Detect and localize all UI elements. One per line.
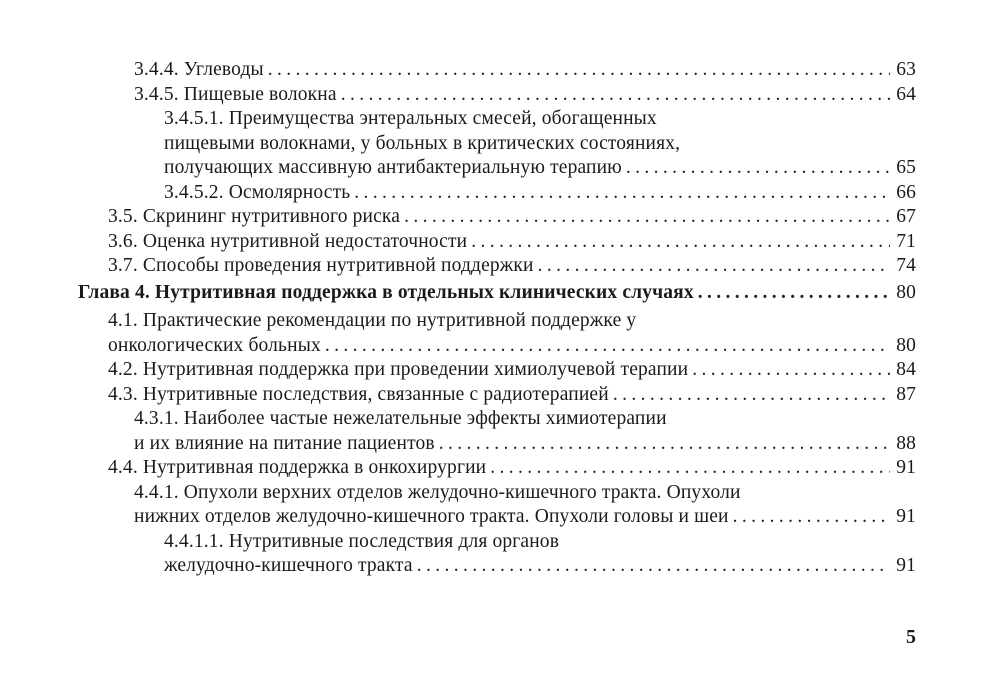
- toc-page-number: 91: [896, 457, 916, 478]
- leader-dots: [268, 58, 890, 83]
- toc-entry-4-2: [78, 358, 916, 383]
- toc-entry-3-7: [78, 254, 916, 279]
- leader-dots: [626, 156, 890, 181]
- toc-entry-4-3-1: [78, 407, 916, 456]
- toc-chapter-4: [78, 281, 916, 306]
- toc-page-number: 63: [896, 59, 916, 80]
- toc-entry-title-line: и их влияние на питание пациентов: [134, 432, 435, 454]
- toc-entry-title: 3.7. Способы проведения нутритивной поддержки: [108, 255, 534, 276]
- toc-entry-title-line: 4.1. Практические рекомендации по нутритивной поддержке у: [108, 310, 637, 331]
- leader-dots: [733, 505, 890, 530]
- toc-entry-title-line: 4.4.1.1. Нутритивные последствия для органов: [164, 530, 560, 552]
- toc-entry-3-4-5: [78, 83, 916, 108]
- toc-entry-3-4-4: [78, 58, 916, 83]
- toc-entry-title-line: 4.4.1. Опухоли верхних отделов желудочно-кишечного тракта. Опухоли: [134, 481, 741, 503]
- toc-entry-title-line: 4.3.1. Наиболее частые нежелательные эффекты химиотерапии: [134, 408, 667, 429]
- toc-entry-title: 4.3. Нутритивные последствия, связанные с радиотерапией: [108, 383, 609, 405]
- toc-chapter-title: Глава 4. Нутритивная поддержка в отдельных клинических случаях: [78, 281, 694, 303]
- leader-dots: [490, 456, 890, 481]
- leader-dots: [698, 281, 890, 306]
- toc-entry-title: 4.4. Нутритивная поддержка в онкохирургии: [108, 457, 487, 478]
- toc-page-number: 88: [896, 432, 916, 454]
- leader-dots: [404, 205, 890, 230]
- toc-page-number: 87: [896, 383, 916, 405]
- toc-entry-4-3: [78, 383, 916, 408]
- toc-entry-3-6: [78, 230, 916, 255]
- toc-entry-3-5: [78, 205, 916, 230]
- toc-page-number: 84: [896, 359, 916, 380]
- toc-entry-title: 3.5. Скрининг нутритивного риска: [108, 206, 401, 227]
- toc-entry-title: 3.6. Оценка нутритивной недостаточности: [108, 230, 468, 252]
- toc-entry-title-line: нижних отделов желудочно-кишечного тракта. Опухоли головы и шеи: [134, 506, 729, 527]
- leader-dots: [417, 554, 890, 579]
- toc-entry-title-line: 3.4.5.1. Преимущества энтеральных смесей, обогащенных: [164, 108, 657, 129]
- toc-entry-4-4-1: [78, 481, 916, 530]
- table-of-contents: [78, 58, 916, 579]
- toc-page-number: 74: [896, 255, 916, 276]
- toc-entry-4-1: [78, 309, 916, 358]
- toc-entry-title: 3.4.5.2. Осмолярность: [164, 181, 351, 203]
- leader-dots: [341, 83, 890, 108]
- toc-page-number: 71: [896, 230, 916, 252]
- leader-dots: [354, 181, 890, 206]
- leader-dots: [439, 432, 890, 457]
- toc-entry-4-4: [78, 456, 916, 481]
- toc-entry-title-line: желудочно-кишечного тракта: [164, 555, 413, 576]
- leader-dots: [471, 230, 890, 255]
- leader-dots: [692, 358, 890, 383]
- toc-page-number: 91: [896, 506, 916, 527]
- toc-entry-title: 3.4.5. Пищевые волокна: [134, 83, 337, 105]
- toc-page-number: 66: [896, 181, 916, 203]
- leader-dots: [613, 383, 890, 408]
- leader-dots: [325, 334, 890, 359]
- toc-entry-4-4-1-1: [78, 530, 916, 579]
- leader-dots: [538, 254, 890, 279]
- toc-page-number: 91: [896, 555, 916, 576]
- toc-entry-title-line: онкологических больных: [108, 334, 321, 356]
- page-number: 5: [906, 626, 916, 648]
- toc-entry-title-line: пищевыми волокнами, у больных в критических состояниях,: [164, 132, 681, 154]
- toc-page-number: 80: [896, 334, 916, 356]
- toc-entry-3-4-5-1: [78, 107, 916, 181]
- toc-entry-title: 4.2. Нутритивная поддержка при проведении химиолучевой терапии: [108, 359, 689, 380]
- toc-entry-title-line: получающих массивную антибактериальную терапию: [164, 157, 622, 178]
- toc-page-number: 80: [896, 281, 916, 303]
- toc-page-number: 64: [896, 83, 916, 105]
- toc-page-number: 67: [896, 206, 916, 227]
- toc-entry-3-4-5-2: [78, 181, 916, 206]
- toc-entry-title: 3.4.4. Углеводы: [134, 59, 264, 80]
- toc-page-number: 65: [896, 157, 916, 178]
